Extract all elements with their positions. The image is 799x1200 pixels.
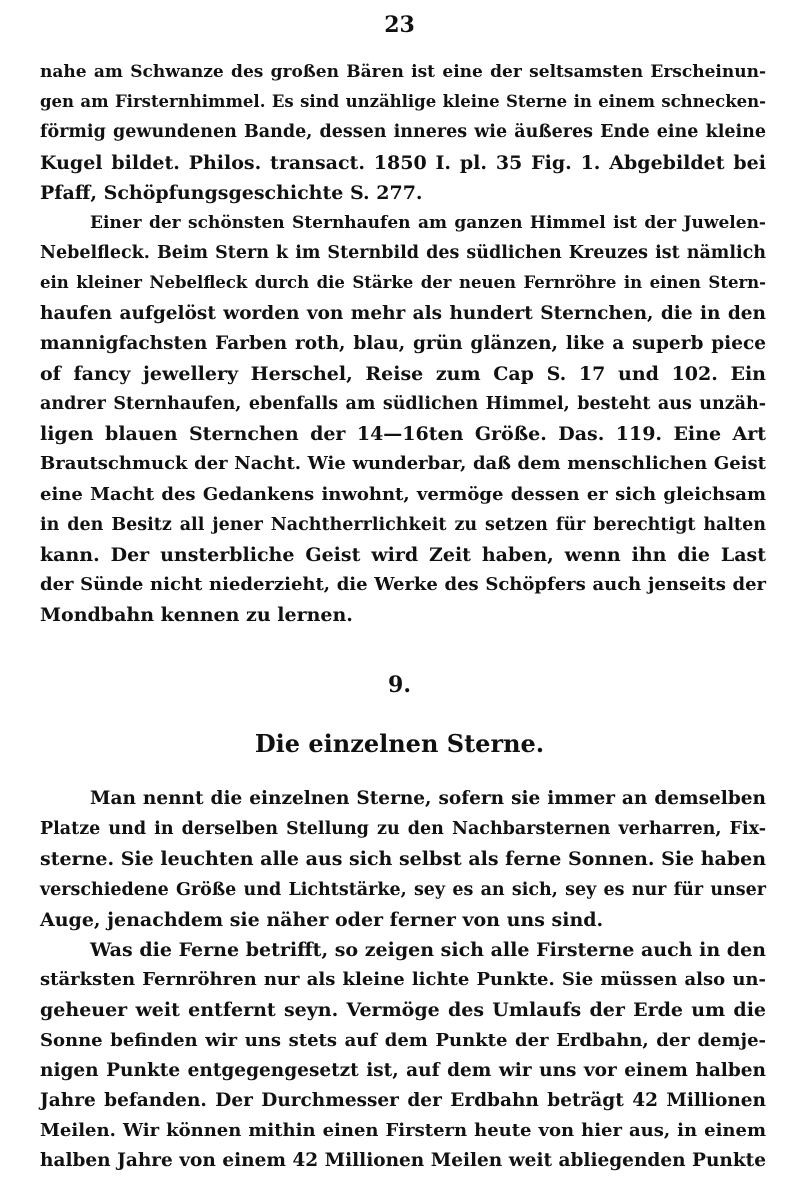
text-line: in den Besitz all jener Nachtherrlichkeit zu setzen für berechtigt halten — [40, 514, 766, 535]
text-line: Nebelfleck. Beim Stern k im Sternbild des südlichen Kreuzes ist nämlich — [40, 243, 766, 264]
text-line: geheuer weit entfernt seyn. Vermöge des Umlaufs der Erde um die — [40, 999, 766, 1022]
text-line: Was die Ferne betrifft, so zeigen sich alle Firsterne auch in den — [90, 938, 766, 961]
text-line: Mondbahn kennen zu lernen. — [40, 604, 353, 627]
text-line: Sonne befinden wir uns stets auf dem Punkte der Erdbahn, der demje- — [40, 1029, 766, 1051]
text-line: eine Macht des Gedankens inwohnt, vermöge dessen er sich gleichsam — [40, 483, 766, 505]
text-line: Jahre befanden. Der Durchmesser der Erdbahn beträgt 42 Millionen — [40, 1089, 766, 1111]
text-line: der Sünde nicht niederzieht, die Werke des Schöpfers auch jenseits der — [40, 574, 766, 596]
text-line: ligen blauen Sternchen der 14—16ten Größe. Das. 119. Eine Art — [40, 423, 766, 446]
text-line: stärksten Fernröhren nur als kleine lichte Punkte. Sie müssen also un- — [40, 969, 766, 991]
text-line: nahe am Schwanze des großen Bären ist eine der seltsamsten Erscheinun- — [40, 62, 766, 82]
section-title: Die einzelnen Sterne. — [254, 729, 545, 758]
text-line: nigen Punkte entgegengesetzt ist, auf dem wir uns vor einem halben — [40, 1059, 766, 1081]
text-line: Man nennt die einzelnen Sterne, sofern sie immer an demselben — [90, 788, 766, 809]
text-line: Kugel bildet. Philos. transact. 1850 I. pl. 35 Fig. 1. Abgebildet bei — [40, 151, 766, 174]
text-line: Einer der schönsten Sternhaufen am ganzen Himmel ist der Juwelen- — [90, 212, 766, 233]
text-line: of fancy jewellery Herschel, Reise zum Cap S. 17 und 102. Ein — [40, 362, 766, 385]
text-line: Meilen. Wir können mithin einen Firstern heute von hier aus, in einem — [40, 1120, 766, 1142]
text-line: mannigfachsten Farben roth, blau, grün glänzen, like a superb piece — [40, 332, 766, 354]
section-text — [40, 784, 766, 1176]
text-line: Auge, jenachdem sie näher oder ferner von uns sind. — [40, 908, 604, 931]
text-line: Brautschmuck der Nacht. Wie wunderbar, daß dem menschlichen Geist — [40, 453, 766, 475]
text-line: verschiedene Größe und Lichtstärke, sey es an sich, sey es nur für unser — [40, 879, 766, 900]
text-line: ein kleiner Nebelfleck durch die Stärke der neuen Fernröhre in einen Stern- — [40, 273, 766, 293]
text-line: sterne. Sie leuchten alle aus sich selbst als ferne Sonnen. Sie haben — [40, 848, 767, 871]
page-number: 23 — [384, 12, 415, 38]
text-line: andrer Sternhaufen, ebenfalls am südlichen Himmel, besteht aus unzäh- — [40, 394, 766, 415]
text-line: haufen aufgelöst worden von mehr als hundert Sternchen, die in den — [40, 302, 766, 324]
previous-section-text — [40, 57, 766, 631]
text-line: halben Jahre von einem 42 Millionen Meilen weit abliegenden Punkte — [40, 1150, 766, 1172]
text-line: Pfaff, Schöpfungsgeschichte S. 277. — [40, 181, 423, 204]
text-line: Platze und in derselben Stellung zu den Nachbarsternen verharren, Fix- — [40, 819, 766, 840]
text-line: förmig gewundenen Bande, dessen inneres wie äußeres Ende eine kleine — [40, 122, 766, 143]
text-line: gen am Firsternhimmel. Es sind unzählige kleine Sterne in einem schnecken- — [40, 92, 766, 112]
text-line: kann. Der unsterbliche Geist wird Zeit haben, wenn ihn die Last — [40, 544, 766, 566]
section-number: 9. — [388, 672, 411, 698]
